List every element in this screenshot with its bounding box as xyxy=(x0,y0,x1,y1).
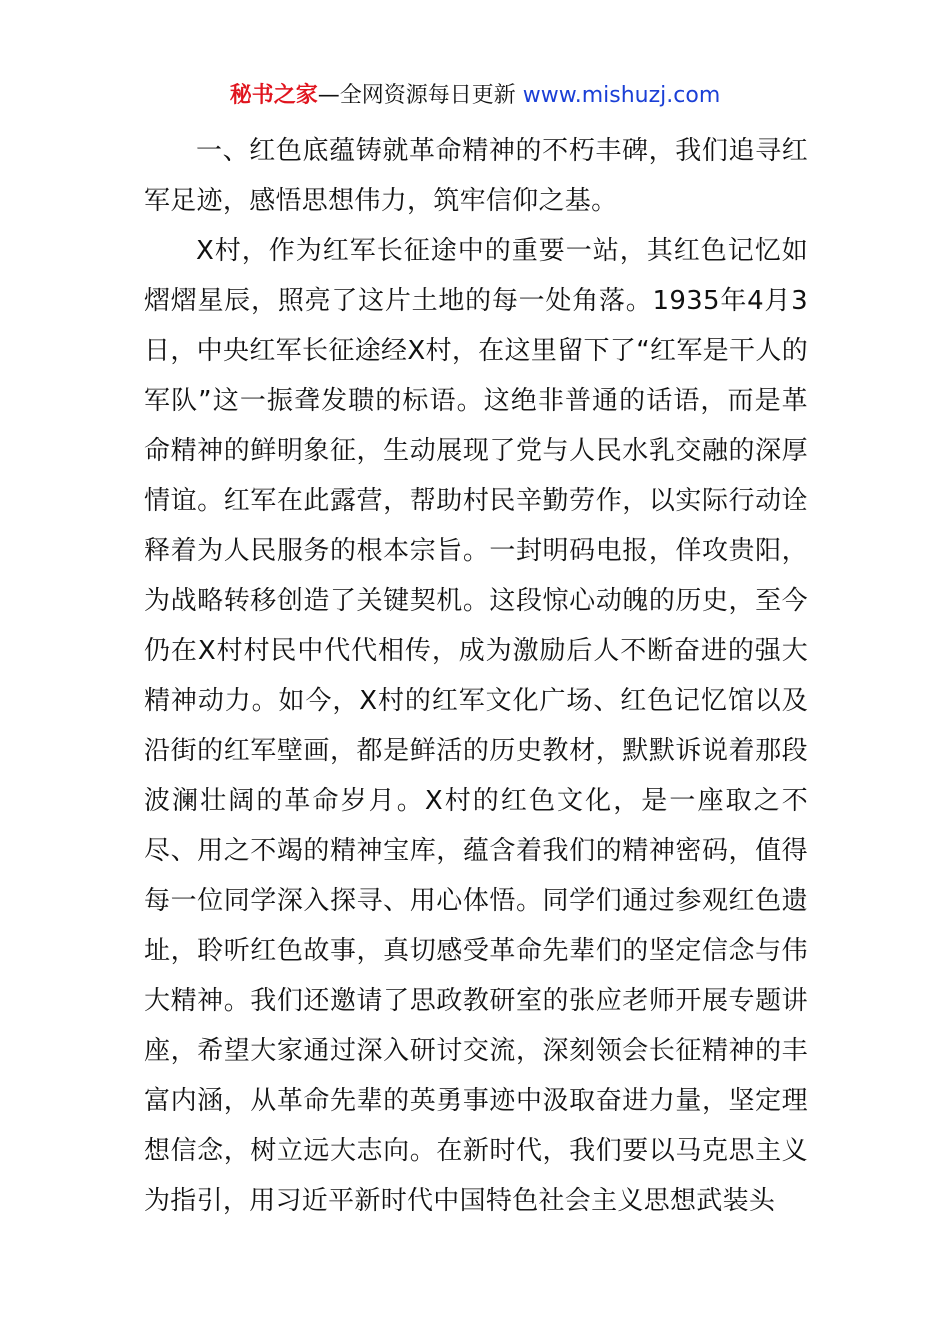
header-tagline: —全网资源每日更新 xyxy=(317,83,523,108)
page-header xyxy=(0,80,950,112)
paragraph-heading: 一、红色底蕴铸就革命精神的不朽丰碑，我们追寻红军足迹，感悟思想伟力，筑牢信仰之基。 xyxy=(144,136,808,216)
paragraph-body: X村，作为红军长征途中的重要一站，其红色记忆如熠熠星辰，照亮了这片土地的每一处角落。1935年4月3日，中央红军长征途经X村，在这里留下了“红军是干人的军队”这一振聋发聩的标语。这绝非普通的话语，而是革命精神的鲜明象征，生动展现了党与人民水乳交融的深厚情谊。红军在此露营，帮助村民辛勤劳作，以实际行动诠释着为人民服务的根本宗旨。一封明码电报，佯攻贵阳，为战略转移创造了关键契机。这段惊心动魄的历史，至今仍在X村村民中代代相传，成为激励后人不断奋进的强大精神动力。如今，X村的红军文化广场、红色记忆馆以及沿街的红军壁画，都是鲜活的历史教材，默默诉说着那段波澜壮阔的革命岁月。X村的红色文化，是一座取之不尽、用之不竭的精神宝库，蕴含着我们的精神密码，值得每一位同学深入探寻、用心体悟。同学们通过参观红色遗址，聆听红色故事，真切感受革命先辈们的坚定信念与伟大精神。我们还邀请了思政教研室的张应老师开展专题讲座，希望大家通过深入研讨交流，深刻领会长征精神的丰富内涵，从革命先辈的英勇事迹中汲取奋进力量，坚定理想信念，树立远大志向。在新时代，我们要以马克思主义为指引，用习近平新时代中国特色社会主义思想武装头 xyxy=(144,236,808,1216)
header-site-link[interactable]: www.mishuzj.com xyxy=(522,83,721,108)
document-body xyxy=(144,126,808,1226)
header-brand: 秘书之家 xyxy=(229,83,318,108)
